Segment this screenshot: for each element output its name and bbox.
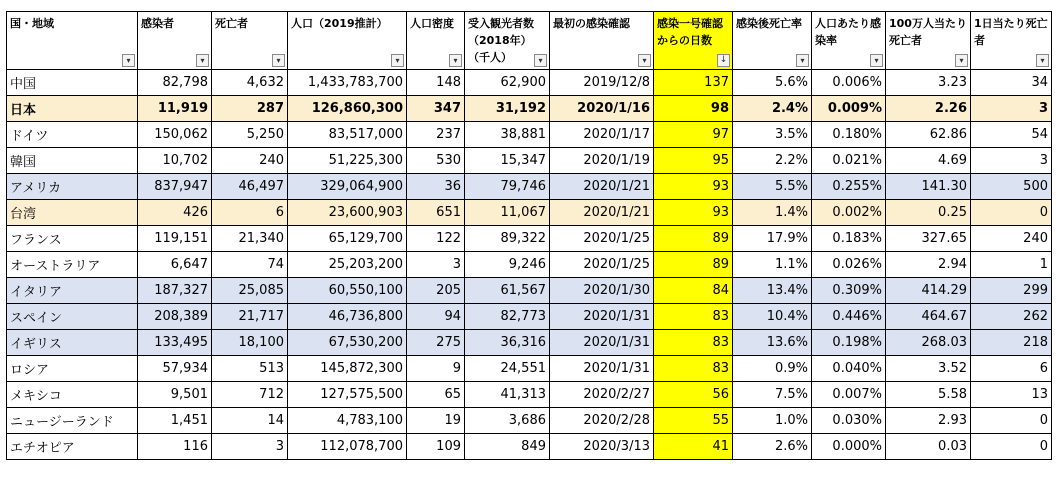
table-cell[interactable]: 51,225,300 [288, 148, 407, 174]
table-cell[interactable]: 329,064,900 [288, 174, 407, 200]
country-cell[interactable]: 日本 [7, 96, 138, 122]
table-cell[interactable]: 2020/2/27 [550, 382, 654, 408]
country-cell[interactable]: イタリア [7, 278, 138, 304]
table-cell[interactable]: 0.198% [812, 330, 886, 356]
table-cell[interactable]: 11,919 [138, 96, 212, 122]
table-row [7, 174, 1052, 200]
table-cell[interactable]: 4,632 [212, 70, 288, 96]
table-row [7, 252, 1052, 278]
table-cell[interactable]: 3 [971, 96, 1052, 122]
table-cell[interactable]: 218 [971, 330, 1052, 356]
table-row [7, 408, 1052, 434]
table-cell[interactable]: 89 [654, 252, 733, 278]
table-cell[interactable]: 712 [212, 382, 288, 408]
table-cell[interactable]: 1 [971, 252, 1052, 278]
table-cell[interactable]: 2020/1/21 [550, 174, 654, 200]
header-fatality-rate[interactable]: 感染後死亡率 ▾ [733, 12, 812, 70]
table-cell[interactable]: 98 [654, 96, 733, 122]
table-cell[interactable]: 2020/1/25 [550, 226, 654, 252]
table-cell[interactable]: 0.183% [812, 226, 886, 252]
table-cell[interactable]: 1,433,783,700 [288, 70, 407, 96]
table-cell[interactable]: 55 [654, 408, 733, 434]
table-cell[interactable]: 287 [212, 96, 288, 122]
filter-dropdown-icon[interactable]: ▾ [534, 54, 547, 67]
table-cell[interactable]: 2019/12/8 [550, 70, 654, 96]
table-cell[interactable]: 3,686 [465, 408, 550, 434]
table-cell[interactable]: 11,067 [465, 200, 550, 226]
header-days-since-first[interactable]: 感染一号確認からの日数 ↓ [654, 12, 733, 70]
filter-dropdown-icon[interactable]: ▾ [796, 54, 809, 67]
table-cell[interactable]: 62,900 [465, 70, 550, 96]
table-cell[interactable]: 10.4% [733, 304, 812, 330]
table-cell[interactable]: 2020/2/28 [550, 408, 654, 434]
filter-dropdown-icon[interactable]: ▾ [196, 54, 209, 67]
table-cell[interactable]: 34 [971, 70, 1052, 96]
table-cell[interactable]: 3.52 [886, 356, 971, 382]
table-cell[interactable]: 23,600,903 [288, 200, 407, 226]
table-cell[interactable]: 14 [212, 408, 288, 434]
table-cell[interactable]: 141.30 [886, 174, 971, 200]
filter-dropdown-icon[interactable]: ▾ [391, 54, 404, 67]
table-cell[interactable]: 15,347 [465, 148, 550, 174]
table-cell[interactable]: 464.67 [886, 304, 971, 330]
table-cell[interactable]: 0.021% [812, 148, 886, 174]
table-row [7, 70, 1052, 96]
table-cell[interactable]: 849 [465, 434, 550, 460]
table-cell[interactable]: 0.006% [812, 70, 886, 96]
table-cell[interactable]: 2020/1/31 [550, 356, 654, 382]
table-cell[interactable]: 83 [654, 356, 733, 382]
country-cell[interactable]: 中国 [7, 70, 138, 96]
table-cell[interactable]: 13.6% [733, 330, 812, 356]
table-cell[interactable]: 56 [654, 382, 733, 408]
country-cell[interactable]: メキシコ [7, 382, 138, 408]
header-tourists[interactable]: 受入観光者数（2018年）（千人） ▾ [465, 12, 550, 70]
filter-dropdown-icon[interactable]: ▾ [638, 54, 651, 67]
table-cell[interactable]: 82,798 [138, 70, 212, 96]
header-deaths[interactable]: 死亡者 ▾ [212, 12, 288, 70]
table-cell[interactable]: 9 [407, 356, 465, 382]
table-cell[interactable]: 2020/1/31 [550, 304, 654, 330]
country-cell[interactable]: 韓国 [7, 148, 138, 174]
filter-dropdown-icon[interactable]: ▾ [122, 54, 135, 67]
filter-dropdown-icon[interactable]: ▾ [272, 54, 285, 67]
table-cell[interactable]: 2.94 [886, 252, 971, 278]
filter-dropdown-icon[interactable]: ▾ [449, 54, 462, 67]
table-cell[interactable]: 0.309% [812, 278, 886, 304]
table-cell[interactable]: 0.040% [812, 356, 886, 382]
table-cell[interactable]: 150,062 [138, 122, 212, 148]
table-cell[interactable]: 57,934 [138, 356, 212, 382]
table-cell[interactable]: 0.446% [812, 304, 886, 330]
table-cell[interactable]: 109 [407, 434, 465, 460]
table-cell[interactable]: 21,717 [212, 304, 288, 330]
table-cell[interactable]: 41 [654, 434, 733, 460]
table-cell[interactable]: 61,567 [465, 278, 550, 304]
table-cell[interactable]: 299 [971, 278, 1052, 304]
table-cell[interactable]: 327.65 [886, 226, 971, 252]
table-cell[interactable]: 0.002% [812, 200, 886, 226]
table-cell[interactable]: 67,530,200 [288, 330, 407, 356]
table-row [7, 148, 1052, 174]
table-cell[interactable]: 414.29 [886, 278, 971, 304]
table-cell[interactable]: 25,203,200 [288, 252, 407, 278]
table-cell[interactable]: 31,192 [465, 96, 550, 122]
table-cell[interactable]: 205 [407, 278, 465, 304]
header-deaths-per-million[interactable]: 100万人当たり死亡者 ▾ [886, 12, 971, 70]
header-first-case[interactable]: 最初の感染確認 ▾ [550, 12, 654, 70]
table-cell[interactable]: 41,313 [465, 382, 550, 408]
table-cell[interactable]: 112,078,700 [288, 434, 407, 460]
table-cell[interactable]: 5.6% [733, 70, 812, 96]
table-cell[interactable]: 2020/1/16 [550, 96, 654, 122]
table-row [7, 226, 1052, 252]
table-row [7, 304, 1052, 330]
table-cell[interactable]: 65 [407, 382, 465, 408]
table-cell[interactable]: 89,322 [465, 226, 550, 252]
table-cell[interactable]: 116 [138, 434, 212, 460]
table-cell[interactable]: 0 [971, 408, 1052, 434]
table-row [7, 122, 1052, 148]
table-cell[interactable]: 3.23 [886, 70, 971, 96]
table-row [7, 382, 1052, 408]
table-cell[interactable]: 6,647 [138, 252, 212, 278]
country-cell[interactable]: エチオピア [7, 434, 138, 460]
table-cell[interactable]: 0.9% [733, 356, 812, 382]
country-cell[interactable]: イギリス [7, 330, 138, 356]
country-cell[interactable]: スペイン [7, 304, 138, 330]
table-cell[interactable]: 93 [654, 174, 733, 200]
table-row [7, 96, 1052, 122]
table-cell[interactable]: 62.86 [886, 122, 971, 148]
table-cell[interactable]: 46,736,800 [288, 304, 407, 330]
table-cell[interactable]: 4.69 [886, 148, 971, 174]
table-cell[interactable]: 127,575,500 [288, 382, 407, 408]
table-cell[interactable]: 240 [212, 148, 288, 174]
table-cell[interactable]: 6 [971, 356, 1052, 382]
table-cell[interactable]: 2020/3/13 [550, 434, 654, 460]
table-cell[interactable]: 65,129,700 [288, 226, 407, 252]
table-cell[interactable]: 36 [407, 174, 465, 200]
header-country[interactable]: 国・地域 ▾ [7, 12, 138, 70]
table-cell[interactable]: 10,702 [138, 148, 212, 174]
table-cell[interactable]: 17.9% [733, 226, 812, 252]
table-cell[interactable]: 0.026% [812, 252, 886, 278]
table-cell[interactable]: 74 [212, 252, 288, 278]
table-cell[interactable]: 2.93 [886, 408, 971, 434]
table-cell[interactable]: 95 [654, 148, 733, 174]
table-cell[interactable]: 3.5% [733, 122, 812, 148]
header-row [7, 12, 1052, 70]
table-cell[interactable]: 262 [971, 304, 1052, 330]
header-population[interactable]: 人口（2019推計） ▾ [288, 12, 407, 70]
table-cell[interactable]: 2.6% [733, 434, 812, 460]
table-cell[interactable]: 2020/1/17 [550, 122, 654, 148]
sort-descending-icon[interactable]: ↓ [717, 54, 730, 67]
table-cell[interactable]: 268.03 [886, 330, 971, 356]
table-cell[interactable]: 4,783,100 [288, 408, 407, 434]
table-cell[interactable]: 38,881 [465, 122, 550, 148]
table-cell[interactable]: 2020/1/30 [550, 278, 654, 304]
table-cell[interactable]: 208,389 [138, 304, 212, 330]
table-cell[interactable]: 13.4% [733, 278, 812, 304]
table-cell[interactable]: 3 [407, 252, 465, 278]
table-cell[interactable]: 46,497 [212, 174, 288, 200]
table-row [7, 278, 1052, 304]
header-daily-deaths[interactable]: 1日当たり死亡者 ▾ [971, 12, 1052, 70]
table-cell[interactable]: 275 [407, 330, 465, 356]
filter-dropdown-icon[interactable]: ▾ [870, 54, 883, 67]
table-cell[interactable]: 3 [971, 148, 1052, 174]
table-cell[interactable]: 94 [407, 304, 465, 330]
table-cell[interactable]: 1,451 [138, 408, 212, 434]
table-cell[interactable]: 0.007% [812, 382, 886, 408]
table-cell[interactable]: 9,246 [465, 252, 550, 278]
country-cell[interactable]: オーストラリア [7, 252, 138, 278]
table-cell[interactable]: 0.180% [812, 122, 886, 148]
table-cell[interactable]: 5,250 [212, 122, 288, 148]
country-cell[interactable]: アメリカ [7, 174, 138, 200]
table-cell[interactable]: 89 [654, 226, 733, 252]
table-cell[interactable]: 5.58 [886, 382, 971, 408]
table-row [7, 330, 1052, 356]
table-cell[interactable]: 837,947 [138, 174, 212, 200]
table-cell[interactable]: 513 [212, 356, 288, 382]
table-row [7, 200, 1052, 226]
table-cell[interactable]: 0 [971, 200, 1052, 226]
table-cell[interactable]: 19 [407, 408, 465, 434]
table-cell[interactable]: 83 [654, 304, 733, 330]
table-cell[interactable]: 93 [654, 200, 733, 226]
table-cell[interactable]: 651 [407, 200, 465, 226]
table-cell[interactable]: 60,550,100 [288, 278, 407, 304]
table-cell[interactable]: 5.5% [733, 174, 812, 200]
table-cell[interactable]: 1.0% [733, 408, 812, 434]
table-cell[interactable]: 54 [971, 122, 1052, 148]
covid-country-table [6, 11, 1052, 460]
table-cell[interactable]: 0 [971, 434, 1052, 460]
table-cell[interactable]: 3 [212, 434, 288, 460]
table-cell[interactable]: 0.009% [812, 96, 886, 122]
table-cell[interactable]: 426 [138, 200, 212, 226]
table-cell[interactable]: 148 [407, 70, 465, 96]
table-body [7, 70, 1052, 460]
table-cell[interactable]: 2020/1/19 [550, 148, 654, 174]
country-cell[interactable]: ロシア [7, 356, 138, 382]
table-cell[interactable]: 1.4% [733, 200, 812, 226]
table-cell[interactable]: 122 [407, 226, 465, 252]
table-cell[interactable]: 133,495 [138, 330, 212, 356]
table-cell[interactable]: 0.255% [812, 174, 886, 200]
table-cell[interactable]: 237 [407, 122, 465, 148]
country-cell[interactable]: ドイツ [7, 122, 138, 148]
table-cell[interactable]: 145,872,300 [288, 356, 407, 382]
table-row [7, 356, 1052, 382]
filter-dropdown-icon[interactable]: ▾ [1036, 54, 1049, 67]
table-cell[interactable]: 21,340 [212, 226, 288, 252]
table-cell[interactable]: 0.25 [886, 200, 971, 226]
table-cell[interactable]: 83 [654, 330, 733, 356]
table-cell[interactable]: 0.000% [812, 434, 886, 460]
table-cell[interactable]: 18,100 [212, 330, 288, 356]
table-cell[interactable]: 25,085 [212, 278, 288, 304]
table-row [7, 434, 1052, 460]
table-cell[interactable]: 240 [971, 226, 1052, 252]
header-density[interactable]: 人口密度 ▾ [407, 12, 465, 70]
table-cell[interactable]: 2020/1/31 [550, 330, 654, 356]
country-cell[interactable]: フランス [7, 226, 138, 252]
table-cell[interactable]: 347 [407, 96, 465, 122]
table-cell[interactable]: 83,517,000 [288, 122, 407, 148]
table-cell[interactable]: 126,860,300 [288, 96, 407, 122]
table-cell[interactable]: 97 [654, 122, 733, 148]
table-cell[interactable]: 137 [654, 70, 733, 96]
table-cell[interactable]: 2.2% [733, 148, 812, 174]
table-cell[interactable]: 24,551 [465, 356, 550, 382]
filter-dropdown-icon[interactable]: ▾ [955, 54, 968, 67]
table-cell[interactable]: 1.1% [733, 252, 812, 278]
table-cell[interactable]: 6 [212, 200, 288, 226]
table-cell[interactable]: 0.03 [886, 434, 971, 460]
table-cell[interactable]: 36,316 [465, 330, 550, 356]
table-cell[interactable]: 2.4% [733, 96, 812, 122]
table-cell[interactable]: 0.030% [812, 408, 886, 434]
country-cell[interactable]: ニュージーランド [7, 408, 138, 434]
table-cell[interactable]: 2020/1/21 [550, 200, 654, 226]
table-cell[interactable]: 2.26 [886, 96, 971, 122]
table-cell[interactable]: 7.5% [733, 382, 812, 408]
table-cell[interactable]: 84 [654, 278, 733, 304]
table-cell[interactable]: 530 [407, 148, 465, 174]
table-cell[interactable]: 13 [971, 382, 1052, 408]
table-cell[interactable]: 9,501 [138, 382, 212, 408]
table-cell[interactable]: 187,327 [138, 278, 212, 304]
table-cell[interactable]: 79,746 [465, 174, 550, 200]
table-cell[interactable]: 119,151 [138, 226, 212, 252]
country-cell[interactable]: 台湾 [7, 200, 138, 226]
header-infection-rate[interactable]: 人口あたり感染率 ▾ [812, 12, 886, 70]
header-infected[interactable]: 感染者 ▾ [138, 12, 212, 70]
table-cell[interactable]: 82,773 [465, 304, 550, 330]
table-cell[interactable]: 500 [971, 174, 1052, 200]
table-cell[interactable]: 2020/1/25 [550, 252, 654, 278]
